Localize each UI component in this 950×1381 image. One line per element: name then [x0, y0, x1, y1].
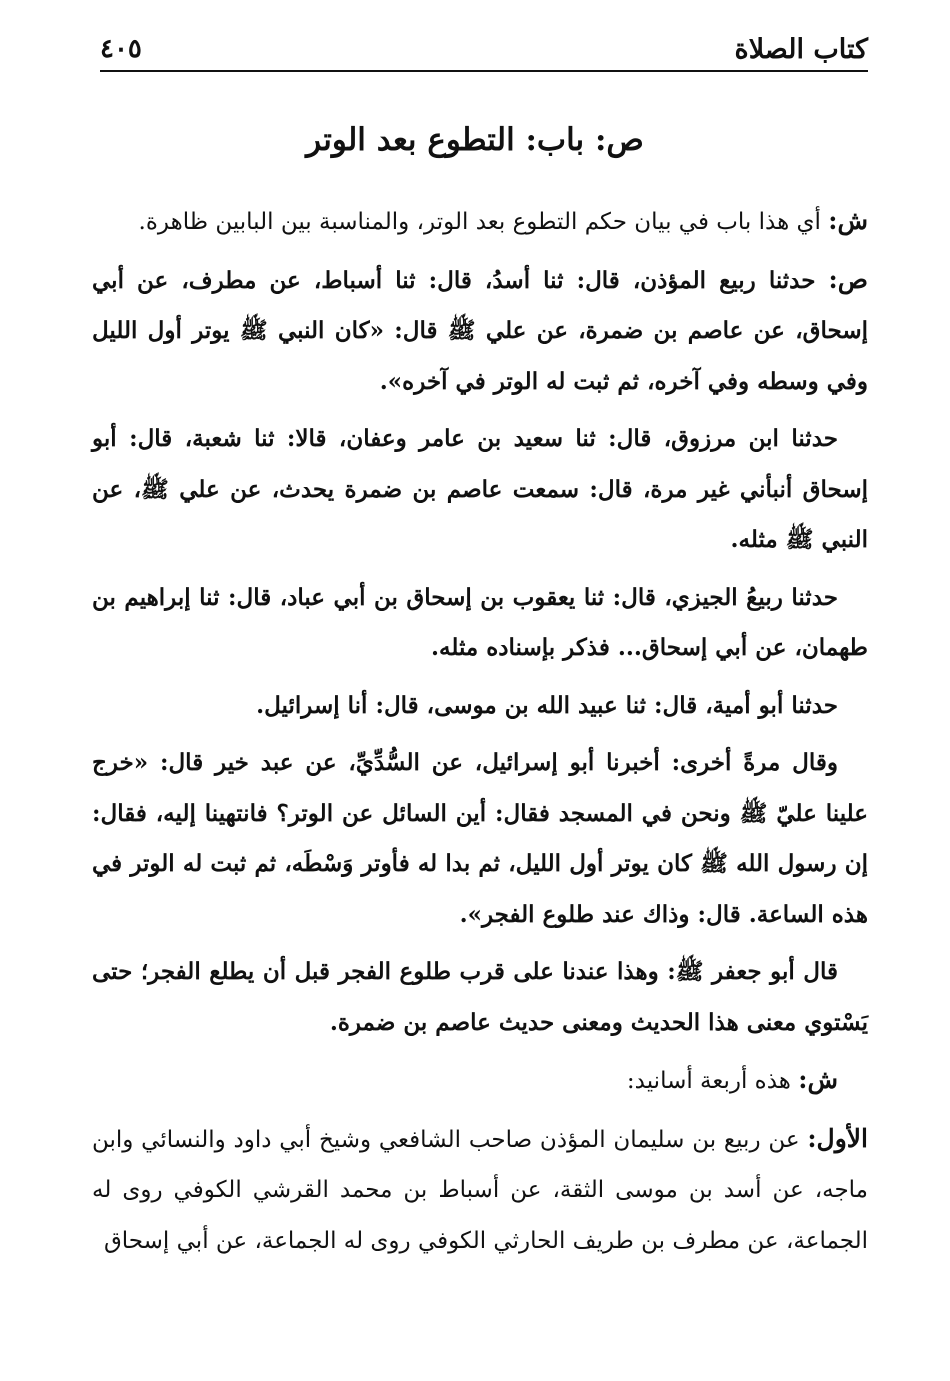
chapter-heading: ص: باب: التطوع بعد الوتر [306, 122, 644, 158]
paragraph-hadith-main [92, 255, 868, 408]
paragraph-marker: ش: [798, 1065, 838, 1094]
paragraph-hadith-2 [92, 414, 868, 566]
paragraph-text: حدثنا ربيعُ الجيزي، قال: ثنا يعقوب بن إسحاق بن أبي عباد، قال: ثنا إبراهيم بن طهمان، عن أبي إسحاق... فذكر بإسناده مثله. [92, 583, 868, 661]
book-title: كتاب الصلاة [734, 33, 868, 65]
paragraph-hadith-3 [92, 573, 868, 674]
paragraph-marker: ش: [828, 206, 868, 235]
paragraph-marker: الأول: [807, 1123, 868, 1153]
paragraph-abu-jafar [92, 947, 868, 1048]
paragraph-text: حدثنا ابن مرزوق، قال: ثنا سعيد بن عامر وعفان، قالا: ثنا شعبة، قال: أبو إسحاق أنبأني غير مرة، قال: سمعت عاصم بن ضمرة يحدث، عن علي ﷺ، عن النبي ﷺ مثله. [92, 425, 868, 553]
page-number: ٤٠٥ [100, 34, 142, 64]
paragraph-text: أي هذا باب في بيان حكم التطوع بعد الوتر، والمناسبة بين البابين ظاهرة. [138, 209, 829, 235]
body-text [92, 196, 868, 1273]
paragraph-text: حدثنا ربيع المؤذن، قال: ثنا أسدُ، قال: ثنا أسباط، عن مطرف، عن أبي إسحاق، عن عاصم بن ضمرة، عن علي ﷺ قال: «كان النبي ﷺ يوتر أول الليل وفي وسطه وفي آخره، ثم ثبت له الوتر في آخره». [92, 266, 868, 395]
paragraph-text: قال أبو جعفر ﷺ: وهذا عندنا على قرب طلوع الفجر قبل أن يطلع الفجر؛ حتى يَسْتوي معنى هذا الحديث ومعنى حديث عاصم بن ضمرة. [92, 958, 868, 1036]
paragraph-text: عن ربيع بن سليمان المؤذن صاحب الشافعي وشيخ أبي داود والنسائي وابن ماجه، عن أسد بن موسى الثقة، عن أسباط بن محمد القرشي الكوفي روى له الجماعة، عن مطرف بن طريف الحارثي الكوفي روى له الجماعة، عن أبي إسحاق [92, 1126, 868, 1254]
paragraph-commentary-isnad [92, 1055, 868, 1107]
paragraph-text: هذه أربعة أسانيد: [626, 1068, 799, 1094]
paragraph-hadith-5 [92, 738, 868, 940]
page-header [100, 28, 868, 72]
paragraph-hadith-4 [92, 681, 868, 732]
paragraph-first-isnad [92, 1114, 868, 1267]
paragraph-text: وقال مرةً أخرى: أخبرنا أبو إسرائيل، عن السُّدِّيِّ، عن عبد خير قال: «خرج علينا عليّ ﷺ ونحن في المسجد فقال: أين السائل عن الوتر؟ فانتهينا إليه، فقال: إن رسول الله ﷺ كان يوتر أول الليل، ثم بدا له فأوتر وَسْطَه، ثم ثبت له الوتر في هذه الساعة. قال: وذاك عند طلوع الفجر». [92, 749, 868, 928]
paragraph-marker: ص: [828, 264, 868, 294]
paragraph-text: حدثنا أبو أمية، قال: ثنا عبيد الله بن موسى، قال: أنا إسرائيل. [256, 691, 838, 719]
paragraph-commentary-intro [92, 196, 868, 248]
